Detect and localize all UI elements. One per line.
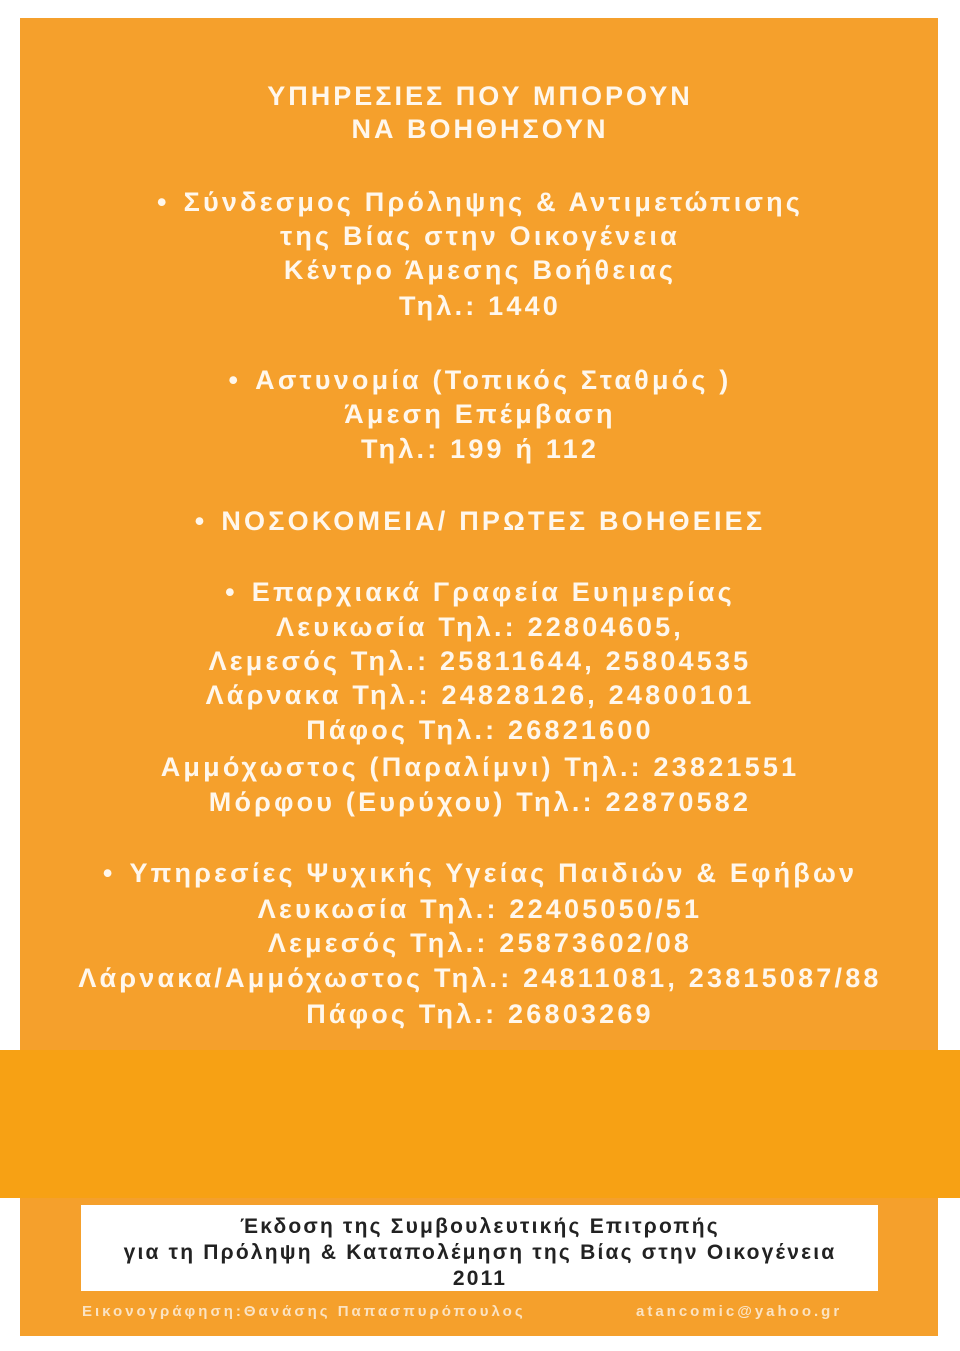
service-1-line-3: Κέντρο Άμεσης Βοήθειας (283, 255, 677, 285)
service-4-line-4: Λάρνακα Τηλ.: 24828126, 24800101 (205, 680, 755, 710)
service-2-phone: Τηλ.: 199 ή 112 (360, 434, 600, 464)
service-5-name: • Υπηρεσίες Ψυχικής Υγείας Παιδιών & Εφήβων (0, 857, 960, 889)
illustrator-credit: Εικονογράφηση:Θανάσης Παπασπυρόπουλος (82, 1303, 526, 1320)
page-title-line-1: ΥΠΗΡΕΣΙΕΣ ΠΟΥ ΜΠΟΡΟΥΝ (267, 81, 693, 111)
contact-email: atancomic@yahoo.gr (636, 1303, 843, 1320)
service-4-line-2: Λευκωσία Τηλ.: 22804605, (276, 612, 684, 642)
service-4-line-5: Πάφος Τηλ.: 26821600 (306, 715, 654, 745)
service-5-line-4: Λάρνακα/Αμμόχωστος Τηλ.: 24811081, 23815087/88 (78, 963, 882, 993)
footer-line-2: για τη Πρόληψη & Καταπολέμηση της Βίας στην Οικογένεια (123, 1241, 837, 1264)
service-3-name: • ΝΟΣΟΚΟΜΕΙΑ/ ΠΡΩΤΕΣ ΒΟΗΘΕΙΕΣ (0, 505, 960, 537)
service-5-line-5: Πάφος Τηλ.: 26803269 (306, 999, 654, 1029)
service-4-line-6: Αμμόχωστος (Παραλίμνι) Τηλ.: 23821551 (160, 752, 800, 782)
page-title-line-2: ΝΑ ΒΟΗΘΗΣΟΥΝ (351, 114, 609, 144)
service-1-name: • Σύνδεσμος Πρόληψης & Αντιμετώπισης (0, 186, 960, 218)
footer-year: 2011 (452, 1267, 508, 1290)
service-4-name: • Επαρχιακά Γραφεία Ευημερίας (0, 576, 960, 608)
service-4-line-3: Λεμεσός Τηλ.: 25811644, 25804535 (208, 646, 752, 676)
service-2-name: • Αστυνομία (Τοπικός Σταθμός ) (0, 364, 960, 396)
footer-line-1: Έκδοση της Συμβουλευτικής Επιτροπής (240, 1215, 720, 1238)
service-5-line-3: Λεμεσός Τηλ.: 25873602/08 (267, 928, 693, 958)
service-2-line-2: Άμεση Επέμβαση (344, 399, 616, 429)
service-4-line-7: Μόρφου (Ευρύχου) Τηλ.: 22870582 (208, 787, 752, 817)
service-1-phone: Τηλ.: 1440 (398, 291, 562, 321)
orange-band (0, 1050, 960, 1198)
service-1-line-2: της Βίας στην Οικογένεια (280, 221, 680, 251)
service-5-line-2: Λευκωσία Τηλ.: 22405050/51 (257, 894, 703, 924)
